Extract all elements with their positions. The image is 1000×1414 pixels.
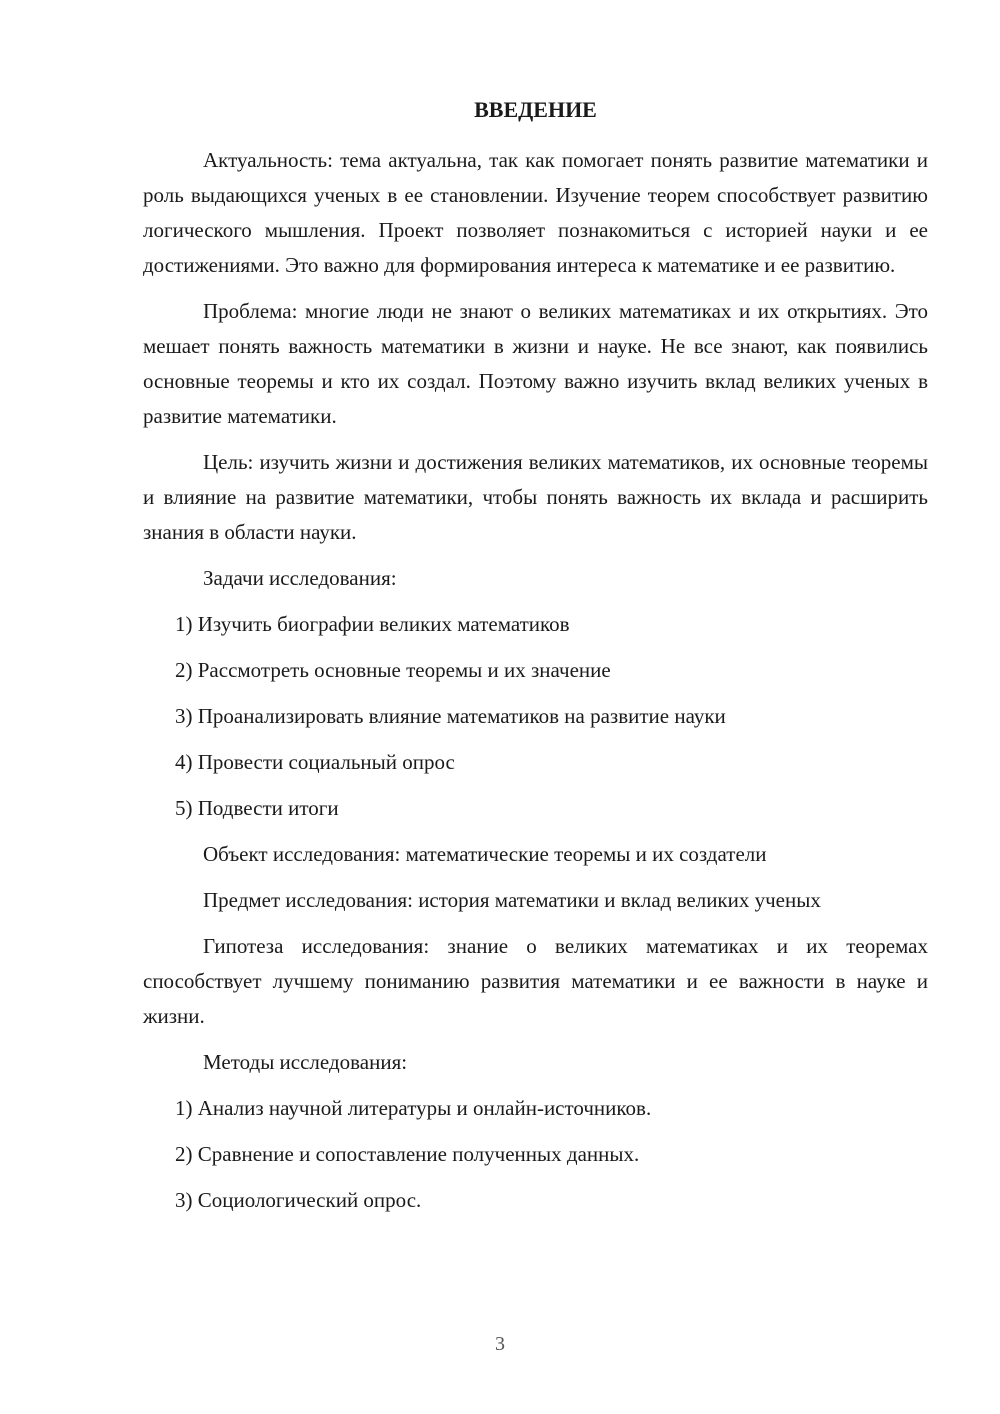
- problem-paragraph: Проблема: многие люди не знают о великих математиках и их открытиях. Это мешает понять важность математики в жизни и науке. Не все знают, как появились основные теоремы и кто их создал. Поэтому важно изучить вклад великих ученых в развитие математики.: [143, 299, 928, 428]
- task-item: 4) Провести социальный опрос: [175, 750, 455, 774]
- method-item: 1) Анализ научной литературы и онлайн-источников.: [175, 1096, 652, 1120]
- relevance-paragraph: Актуальность: тема актуальна, так как помогает понять развитие математики и роль выдающихся ученых в ее становлении. Изучение теорем способствует развитию логического мышления. Проект позволяет познакомиться с историей науки и ее достижениями. Это важно для формирования интереса к математике и ее развитию.: [143, 148, 928, 277]
- task-item: 5) Подвести итоги: [175, 796, 339, 820]
- task-item: 3) Проанализировать влияние математиков на развитие науки: [175, 704, 726, 728]
- task-item: 2) Рассмотреть основные теоремы и их значение: [175, 658, 611, 682]
- task-item: 1) Изучить биографии великих математиков: [175, 612, 570, 636]
- goal-paragraph: Цель: изучить жизни и достижения великих математиков, их основные теоремы и влияние на развитие математики, чтобы понять важность их вклада и расширить знания в области науки.: [143, 450, 928, 544]
- methods-heading: Методы исследования:: [203, 1050, 408, 1074]
- object-paragraph: Объект исследования: математические теоремы и их создатели: [203, 842, 767, 866]
- subject-paragraph: Предмет исследования: история математики и вклад великих ученых: [203, 888, 821, 912]
- method-item: 3) Социологический опрос.: [175, 1188, 422, 1212]
- tasks-heading: Задачи исследования:: [203, 566, 397, 590]
- document-page: [143, 92, 928, 1229]
- hypothesis-paragraph: Гипотеза исследования: знание о великих математиках и их теоремах способствует лучшему пониманию развития математики и ее важности в науке и жизни.: [143, 934, 928, 1028]
- method-item: 2) Сравнение и сопоставление полученных данных.: [175, 1142, 640, 1166]
- page-number: 3: [495, 1333, 505, 1355]
- page-title: ВВЕДЕНИЕ: [474, 97, 597, 122]
